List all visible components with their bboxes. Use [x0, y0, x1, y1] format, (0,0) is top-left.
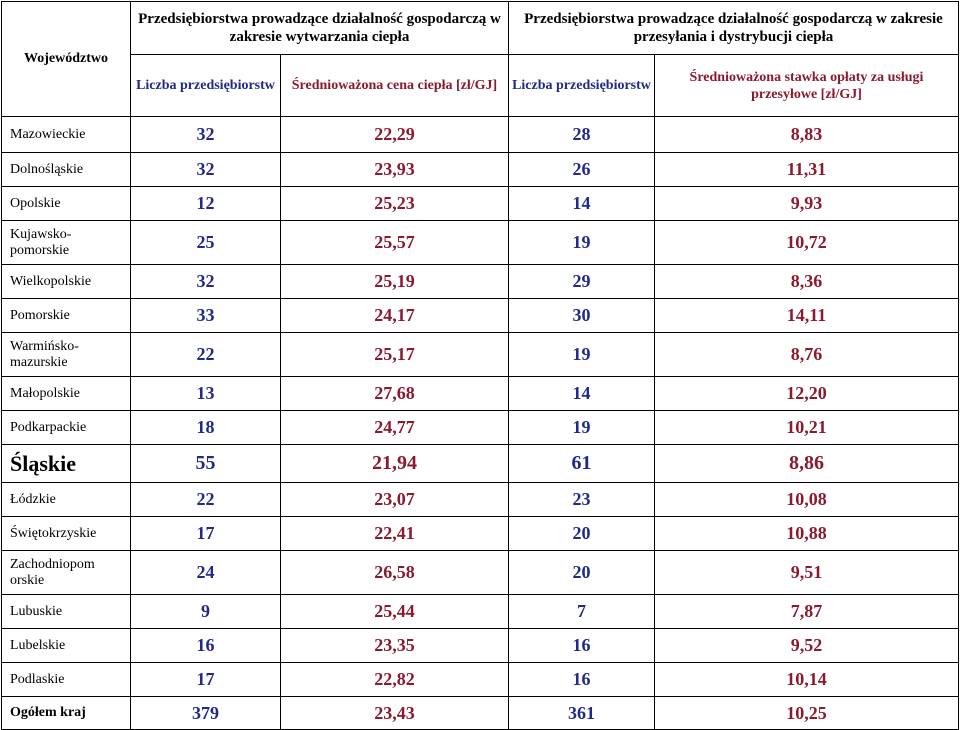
production-count: 17 [131, 663, 281, 697]
distribution-rate: 10,25 [655, 697, 959, 730]
production-price: 22,82 [281, 663, 509, 697]
region-name: Świętokrzyskie [2, 517, 131, 551]
region-name: Małopolskie [2, 377, 131, 411]
production-price: 23,93 [281, 153, 509, 187]
header-group-production: Przedsiębiorstwa prowadzące działalność gospodarczą w zakresie wytwarzania ciepła [131, 2, 509, 55]
distribution-rate: 9,93 [655, 187, 959, 221]
header-group-distribution: Przedsiębiorstwa prowadzące działalność gospodarczą w zakresie przesyłania i dystrybucji ciepła [509, 2, 959, 55]
distribution-count: 19 [509, 221, 655, 265]
region-name: Warmińsko-mazurskie [2, 333, 131, 377]
distribution-rate: 10,21 [655, 411, 959, 445]
distribution-count: 28 [509, 117, 655, 153]
production-price: 21,94 [281, 445, 509, 483]
table-row [2, 153, 959, 187]
production-price: 22,41 [281, 517, 509, 551]
production-price: 27,68 [281, 377, 509, 411]
table-row [2, 411, 959, 445]
header-distribution-count: Liczba przedsiębiorstw [509, 55, 655, 117]
production-count: 17 [131, 517, 281, 551]
distribution-rate: 10,08 [655, 483, 959, 517]
production-price: 22,29 [281, 117, 509, 153]
table-row [2, 117, 959, 153]
region-name: Lubelskie [2, 629, 131, 663]
production-price: 25,19 [281, 265, 509, 299]
production-count: 22 [131, 333, 281, 377]
region-name: Mazowieckie [2, 117, 131, 153]
header-production-count: Liczba przedsiębiorstw [131, 55, 281, 117]
production-price: 25,57 [281, 221, 509, 265]
distribution-count: 19 [509, 333, 655, 377]
production-count: 12 [131, 187, 281, 221]
region-name: Łódzkie [2, 483, 131, 517]
distribution-count: 361 [509, 697, 655, 730]
table-row [2, 221, 959, 265]
region-name: Podkarpackie [2, 411, 131, 445]
distribution-rate: 8,86 [655, 445, 959, 483]
production-price: 24,77 [281, 411, 509, 445]
production-count: 16 [131, 629, 281, 663]
table-row [2, 595, 959, 629]
production-count: 24 [131, 551, 281, 595]
region-name: Opolskie [2, 187, 131, 221]
distribution-count: 26 [509, 153, 655, 187]
table-row [2, 377, 959, 411]
distribution-rate: 11,31 [655, 153, 959, 187]
production-count: 22 [131, 483, 281, 517]
table-row [2, 551, 959, 595]
table-row [2, 697, 959, 730]
distribution-count: 16 [509, 629, 655, 663]
region-name: Podlaskie [2, 663, 131, 697]
distribution-rate: 10,88 [655, 517, 959, 551]
production-price: 23,35 [281, 629, 509, 663]
distribution-count: 23 [509, 483, 655, 517]
table-row [2, 299, 959, 333]
distribution-rate: 8,83 [655, 117, 959, 153]
production-count: 32 [131, 117, 281, 153]
table-row [2, 483, 959, 517]
region-name: Kujawsko-pomorskie [2, 221, 131, 265]
region-name: Zachodniopom orskie [2, 551, 131, 595]
production-price: 24,17 [281, 299, 509, 333]
distribution-count: 7 [509, 595, 655, 629]
distribution-rate: 12,20 [655, 377, 959, 411]
distribution-count: 14 [509, 187, 655, 221]
region-name: Wielkopolskie [2, 265, 131, 299]
production-price: 26,58 [281, 551, 509, 595]
distribution-count: 20 [509, 517, 655, 551]
region-name: Dolnośląskie [2, 153, 131, 187]
production-count: 55 [131, 445, 281, 483]
production-price: 23,07 [281, 483, 509, 517]
distribution-rate: 10,14 [655, 663, 959, 697]
production-count: 13 [131, 377, 281, 411]
table-row [2, 629, 959, 663]
distribution-rate: 10,72 [655, 221, 959, 265]
production-count: 379 [131, 697, 281, 730]
distribution-rate: 9,52 [655, 629, 959, 663]
production-count: 32 [131, 153, 281, 187]
production-price: 25,17 [281, 333, 509, 377]
production-count: 9 [131, 595, 281, 629]
header-production-price: Średnioważona cena ciepła [zł/GJ] [281, 55, 509, 117]
header-wojewodztwo: Województwo [2, 2, 131, 117]
distribution-count: 20 [509, 551, 655, 595]
distribution-count: 29 [509, 265, 655, 299]
table-row [2, 333, 959, 377]
production-price: 23,43 [281, 697, 509, 730]
distribution-count: 30 [509, 299, 655, 333]
distribution-rate: 7,87 [655, 595, 959, 629]
table-row [2, 517, 959, 551]
region-name: Lubuskie [2, 595, 131, 629]
distribution-rate: 8,76 [655, 333, 959, 377]
production-price: 25,44 [281, 595, 509, 629]
table-row [2, 187, 959, 221]
table-row [2, 265, 959, 299]
heat-market-table [1, 1, 959, 730]
region-name: Pomorskie [2, 299, 131, 333]
distribution-rate: 14,11 [655, 299, 959, 333]
distribution-rate: 9,51 [655, 551, 959, 595]
region-name: Śląskie [2, 445, 131, 483]
distribution-count: 16 [509, 663, 655, 697]
production-count: 33 [131, 299, 281, 333]
distribution-rate: 8,36 [655, 265, 959, 299]
distribution-count: 14 [509, 377, 655, 411]
region-name: Ogółem kraj [2, 697, 131, 730]
distribution-count: 19 [509, 411, 655, 445]
distribution-count: 61 [509, 445, 655, 483]
header-distribution-rate: Średnioważona stawka opłaty za usługi przesyłowe [zł/GJ] [655, 55, 959, 117]
production-price: 25,23 [281, 187, 509, 221]
production-count: 25 [131, 221, 281, 265]
table-row [2, 663, 959, 697]
table-row [2, 445, 959, 483]
table-body [2, 117, 959, 730]
production-count: 18 [131, 411, 281, 445]
production-count: 32 [131, 265, 281, 299]
